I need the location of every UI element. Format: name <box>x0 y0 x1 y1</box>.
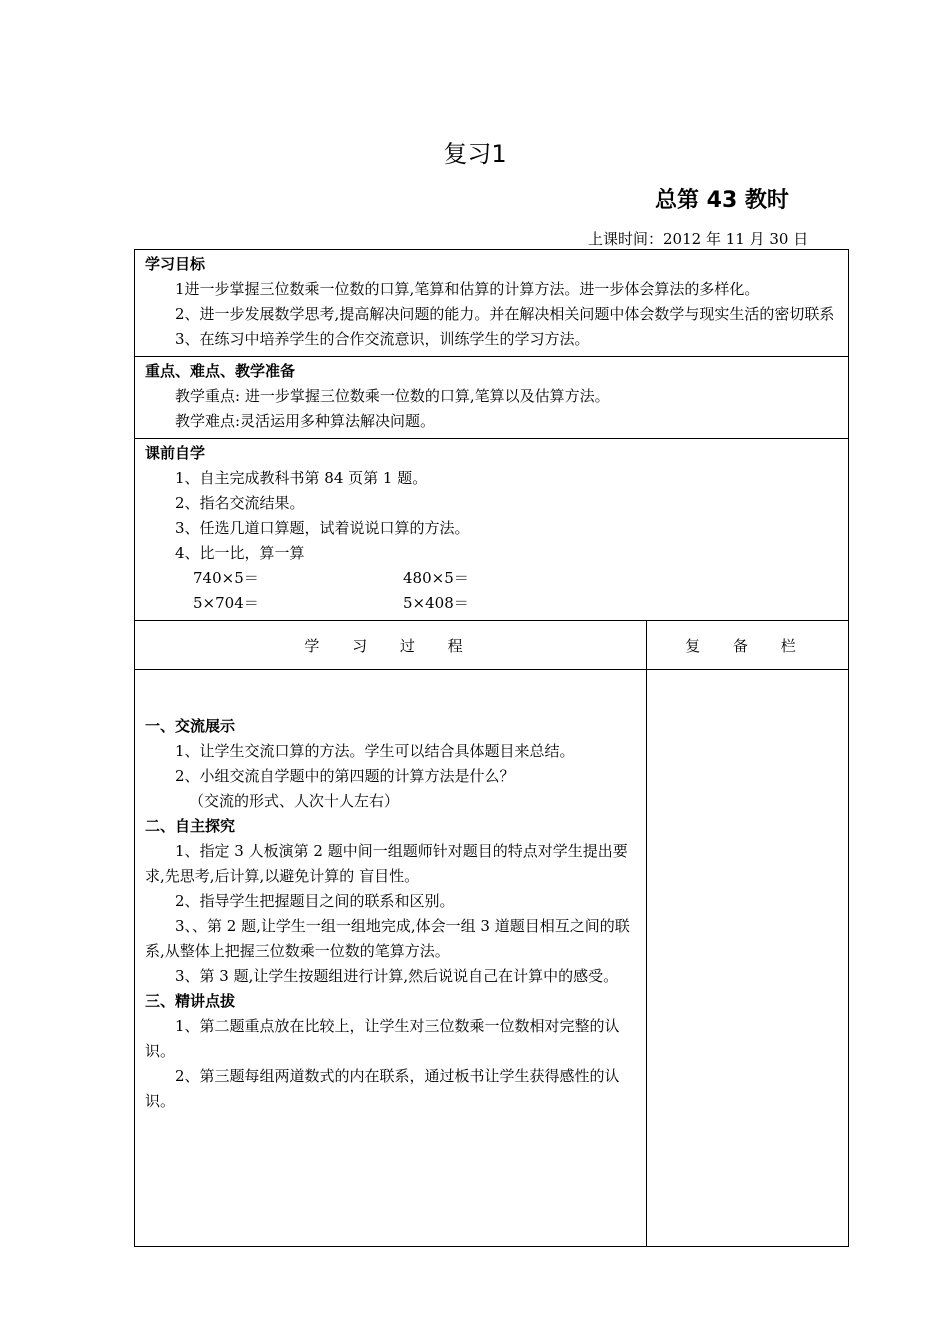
process-line: 2、小组交流自学题中的第四题的计算方法是什么？ <box>175 767 515 785</box>
lesson-plan-table <box>134 249 849 1247</box>
calc-row <box>145 591 840 616</box>
process-line: 2、指导学生把握题目之间的联系和区别。 <box>175 892 455 910</box>
calc-row <box>145 566 840 591</box>
notes-column <box>647 670 849 1247</box>
calc-expression: 740×5＝ <box>193 569 259 587</box>
calc-expression: 5×704＝ <box>193 594 259 612</box>
process-column-header: 学 习 过 程 <box>135 621 647 670</box>
preview-item: 3、任选几道口算题，试着说说口算的方法。 <box>175 519 470 537</box>
page-title: 复习1 <box>443 140 507 168</box>
goal-item: 3、在练习中培养学生的合作交流意识，训练学生的学习方法。 <box>175 330 590 348</box>
focus-item: 教学难点:灵活运用多种算法解决问题。 <box>175 412 436 430</box>
process-line: 3、第 3 题,让学生按题组进行计算,然后说说自己在计算中的感受。 <box>175 967 619 985</box>
process-line: 1、第二题重点放在比较上，让学生对三位数乘一位数相对完整的认识。 <box>145 1017 620 1060</box>
preview-section <box>135 439 849 621</box>
goal-item: 1进一步掌握三位数乘一位数的口算,笔算和估算的计算方法。进一步体会算法的多样化。 <box>175 280 760 298</box>
class-date: 上课时间：2012 年 11 月 30 日 <box>588 230 809 248</box>
calc-expression: 480×5＝ <box>403 569 469 587</box>
notes-column-header: 复 备 栏 <box>647 621 849 670</box>
process-content <box>135 670 647 1247</box>
process-line: 3、、第 2 题,让学生一组一组地完成,体会一组 3 道题目相互之间的联系,从整体上把握三位数乘一位数的笔算方法。 <box>145 917 630 960</box>
preview-item: 1、自主完成教科书第 84 页第 1 题。 <box>175 469 428 487</box>
process-line: 1、指定 3 人板演第 2 题中间一组题师针对题目的特点对学生提出要求,先思考,后计算,以避免计算的 盲目性。 <box>145 842 628 885</box>
process-note: （交流的形式、人次十人左右） <box>189 792 400 810</box>
focus-section <box>135 357 849 439</box>
lesson-number: 总第 43 教时 <box>655 188 789 213</box>
process-line: 1、让学生交流口算的方法。学生可以结合具体题目来总结。 <box>175 742 575 760</box>
preview-item: 4、比一比，算一算 <box>175 544 305 562</box>
process-line: 2、第三题每组两道数式的内在联系，通过板书让学生获得感性的认识。 <box>145 1067 620 1110</box>
goals-heading: 学习目标 <box>145 255 206 273</box>
goal-item: 2、进一步发展数学思考,提高解决问题的能力。并在解决相关问题中体会数学与现实生活的密切联系 <box>175 305 835 323</box>
process-section-heading: 三、精讲点拔 <box>145 992 236 1010</box>
focus-item: 教学重点: 进一步掌握三位数乘一位数的口算,笔算以及估算方法。 <box>175 387 610 405</box>
preview-item: 2、指名交流结果。 <box>175 494 305 512</box>
preview-heading: 课前自学 <box>145 444 206 462</box>
calc-expression: 5×408＝ <box>403 594 469 612</box>
process-section-heading: 一、交流展示 <box>145 717 236 735</box>
focus-heading: 重点、难点、教学准备 <box>145 362 296 380</box>
goals-section <box>135 250 849 357</box>
process-section-heading: 二、自主探究 <box>145 817 236 835</box>
